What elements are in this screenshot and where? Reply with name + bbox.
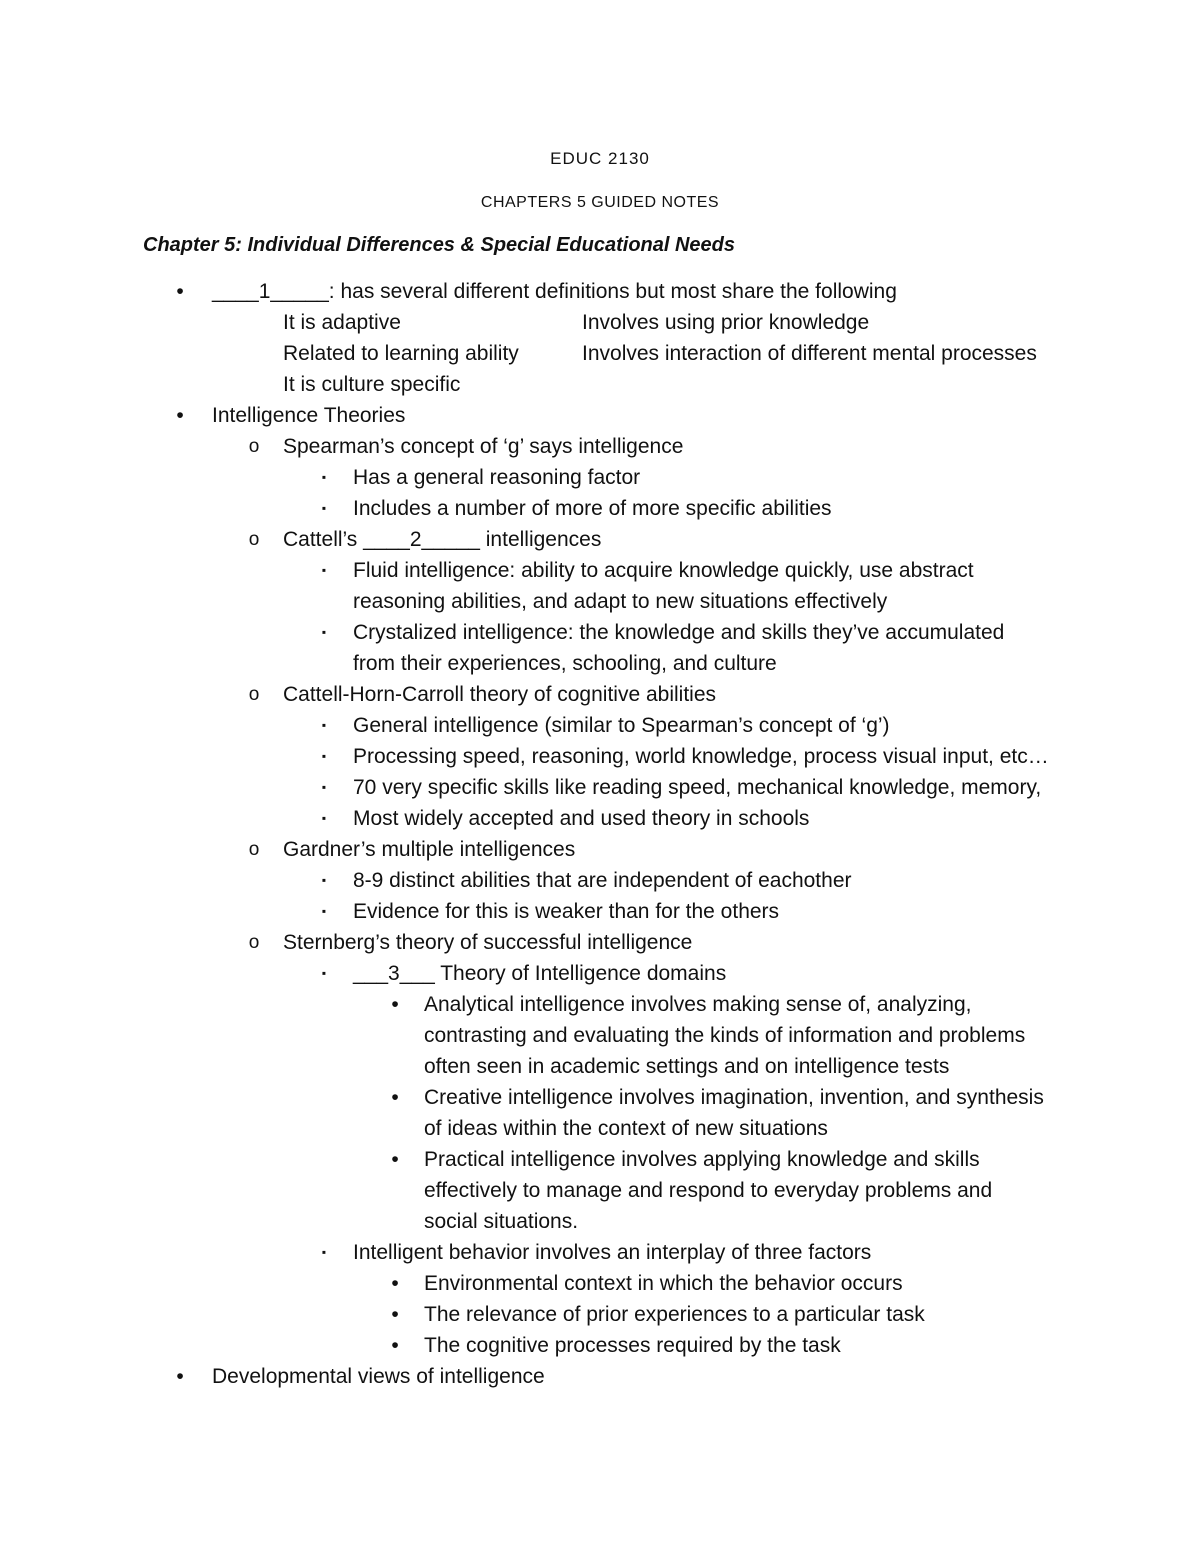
list-item (0, 400, 1200, 431)
definition-mental-processes: Involves interaction of different mental processes (582, 342, 1037, 365)
developmental-heading: Developmental views of intelligence (212, 1365, 545, 1388)
practical-intelligence: Practical intelligence involves applying knowledge and skills (424, 1148, 980, 1171)
list-item-continuation (0, 1051, 1200, 1082)
bullet-square-icon: ▪ (321, 873, 327, 887)
behavior-factor: The cognitive processes required by the task (424, 1334, 841, 1357)
list-item-continuation (0, 1175, 1200, 1206)
bullet-disc-icon: • (391, 1334, 399, 1357)
bullet-circle-icon: o (248, 529, 260, 550)
chc-item: General intelligence (similar to Spearman’s concept of ‘g’) (353, 714, 890, 737)
list-item (0, 958, 1200, 989)
bullet-square-icon: ▪ (321, 718, 327, 732)
list-item (0, 1268, 1200, 1299)
definition-row (0, 338, 1200, 369)
analytical-intelligence-cont: often seen in academic settings and on intelligence tests (424, 1055, 950, 1078)
list-item (0, 803, 1200, 834)
intelligent-behavior-label: Intelligent behavior involves an interplay of three factors (353, 1241, 872, 1264)
list-item (0, 865, 1200, 896)
sternberg-label: Sternberg’s theory of successful intelligence (283, 931, 693, 954)
creative-intelligence-cont: of ideas within the context of new situations (424, 1117, 828, 1140)
bullet-disc-icon: • (391, 993, 399, 1016)
list-item (0, 1330, 1200, 1361)
definition-learning-ability: Related to learning ability (283, 342, 519, 365)
crystalized-intelligence-cont: from their experiences, schooling, and culture (353, 652, 777, 675)
bullet-square-icon: ▪ (321, 1245, 327, 1259)
bullet-circle-icon: o (248, 684, 260, 705)
fluid-intelligence-cont: reasoning abilities, and adapt to new situations effectively (353, 590, 888, 613)
definition-adaptive: It is adaptive (283, 311, 401, 334)
list-item (0, 741, 1200, 772)
crystalized-intelligence: Crystalized intelligence: the knowledge and skills they’ve accumulated (353, 621, 1005, 644)
chc-item: Processing speed, reasoning, world knowledge, process visual input, etc… (353, 745, 1049, 768)
list-item (0, 834, 1200, 865)
list-item (0, 1082, 1200, 1113)
bullet-circle-icon: o (248, 932, 260, 953)
definition-row (0, 307, 1200, 338)
bullet-disc-icon: • (176, 280, 184, 303)
list-item (0, 927, 1200, 958)
bullet-square-icon: ▪ (321, 811, 327, 825)
list-item (0, 493, 1200, 524)
course-code: EDUC 2130 (550, 149, 650, 168)
list-item (0, 555, 1200, 586)
spearman-item: Has a general reasoning factor (353, 466, 641, 489)
list-item-continuation (0, 1113, 1200, 1144)
bullet-square-icon: ▪ (321, 501, 327, 515)
chc-item: Most widely accepted and used theory in schools (353, 807, 810, 830)
chc-item: 70 very specific skills like reading speed, mechanical knowledge, memory, (353, 776, 1042, 799)
list-item (0, 710, 1200, 741)
list-item-continuation (0, 1020, 1200, 1051)
gardner-item: 8-9 distinct abilities that are independent of eachother (353, 869, 852, 892)
bullet-square-icon: ▪ (321, 966, 327, 980)
theories-heading: Intelligence Theories (212, 404, 406, 427)
list-item (0, 772, 1200, 803)
practical-intelligence-cont: effectively to manage and respond to everyday problems and (424, 1179, 993, 1202)
sternberg-domains-blank-3: ___3___ Theory of Intelligence domains (353, 962, 727, 985)
list-item (0, 1144, 1200, 1175)
list-item (0, 617, 1200, 648)
list-item (0, 989, 1200, 1020)
list-item-continuation (0, 1206, 1200, 1237)
definition-culture-specific: It is culture specific (283, 373, 461, 396)
list-item (0, 524, 1200, 555)
behavior-factor: Environmental context in which the behavior occurs (424, 1272, 903, 1295)
list-item (0, 1361, 1200, 1392)
chc-label: Cattell-Horn-Carroll theory of cognitive abilities (283, 683, 717, 706)
bullet-disc-icon: • (391, 1272, 399, 1295)
gardner-item: Evidence for this is weaker than for the others (353, 900, 780, 923)
bullet-square-icon: ▪ (321, 470, 327, 484)
chapter-title: Chapter 5: Individual Differences & Special Educational Needs (143, 234, 736, 256)
bullet-disc-icon: • (391, 1086, 399, 1109)
bullet-square-icon: ▪ (321, 563, 327, 577)
list-item (0, 276, 1200, 307)
spearman-label: Spearman’s concept of ‘g’ says intelligence (283, 435, 684, 458)
creative-intelligence: Creative intelligence involves imagination, invention, and synthesis (424, 1086, 1044, 1109)
list-item (0, 462, 1200, 493)
bullet-square-icon: ▪ (321, 749, 327, 763)
bullet-disc-icon: • (176, 404, 184, 427)
notes-subtitle: CHAPTERS 5 GUIDED NOTES (480, 194, 720, 211)
list-item-continuation (0, 586, 1200, 617)
practical-intelligence-cont: social situations. (424, 1210, 579, 1233)
bullet-disc-icon: • (391, 1148, 399, 1171)
bullet-square-icon: ▪ (321, 780, 327, 794)
cattell-label: Cattell’s ____2_____ intelligences (283, 528, 602, 551)
analytical-intelligence: Analytical intelligence involves making sense of, analyzing, (424, 993, 972, 1016)
bullet-disc-icon: • (391, 1303, 399, 1326)
intelligence-blank-1: ____1_____: has several different definitions but most share the following (212, 280, 897, 303)
gardner-label: Gardner’s multiple intelligences (283, 838, 576, 861)
list-item (0, 1299, 1200, 1330)
notes-outline (0, 276, 1200, 1392)
analytical-intelligence-cont: contrasting and evaluating the kinds of information and problems (424, 1024, 1026, 1047)
list-item (0, 1237, 1200, 1268)
list-item (0, 679, 1200, 710)
spearman-item: Includes a number of more of more specific abilities (353, 497, 832, 520)
bullet-square-icon: ▪ (321, 625, 327, 639)
bullet-disc-icon: • (176, 1365, 184, 1388)
definition-prior-knowledge: Involves using prior knowledge (582, 311, 870, 334)
list-item-continuation (0, 648, 1200, 679)
bullet-circle-icon: o (248, 839, 260, 860)
list-item (0, 431, 1200, 462)
bullet-circle-icon: o (248, 436, 260, 457)
bullet-square-icon: ▪ (321, 904, 327, 918)
list-item (0, 896, 1200, 927)
definition-row (0, 369, 1200, 400)
behavior-factor: The relevance of prior experiences to a particular task (424, 1303, 925, 1326)
fluid-intelligence: Fluid intelligence: ability to acquire knowledge quickly, use abstract (353, 559, 974, 582)
